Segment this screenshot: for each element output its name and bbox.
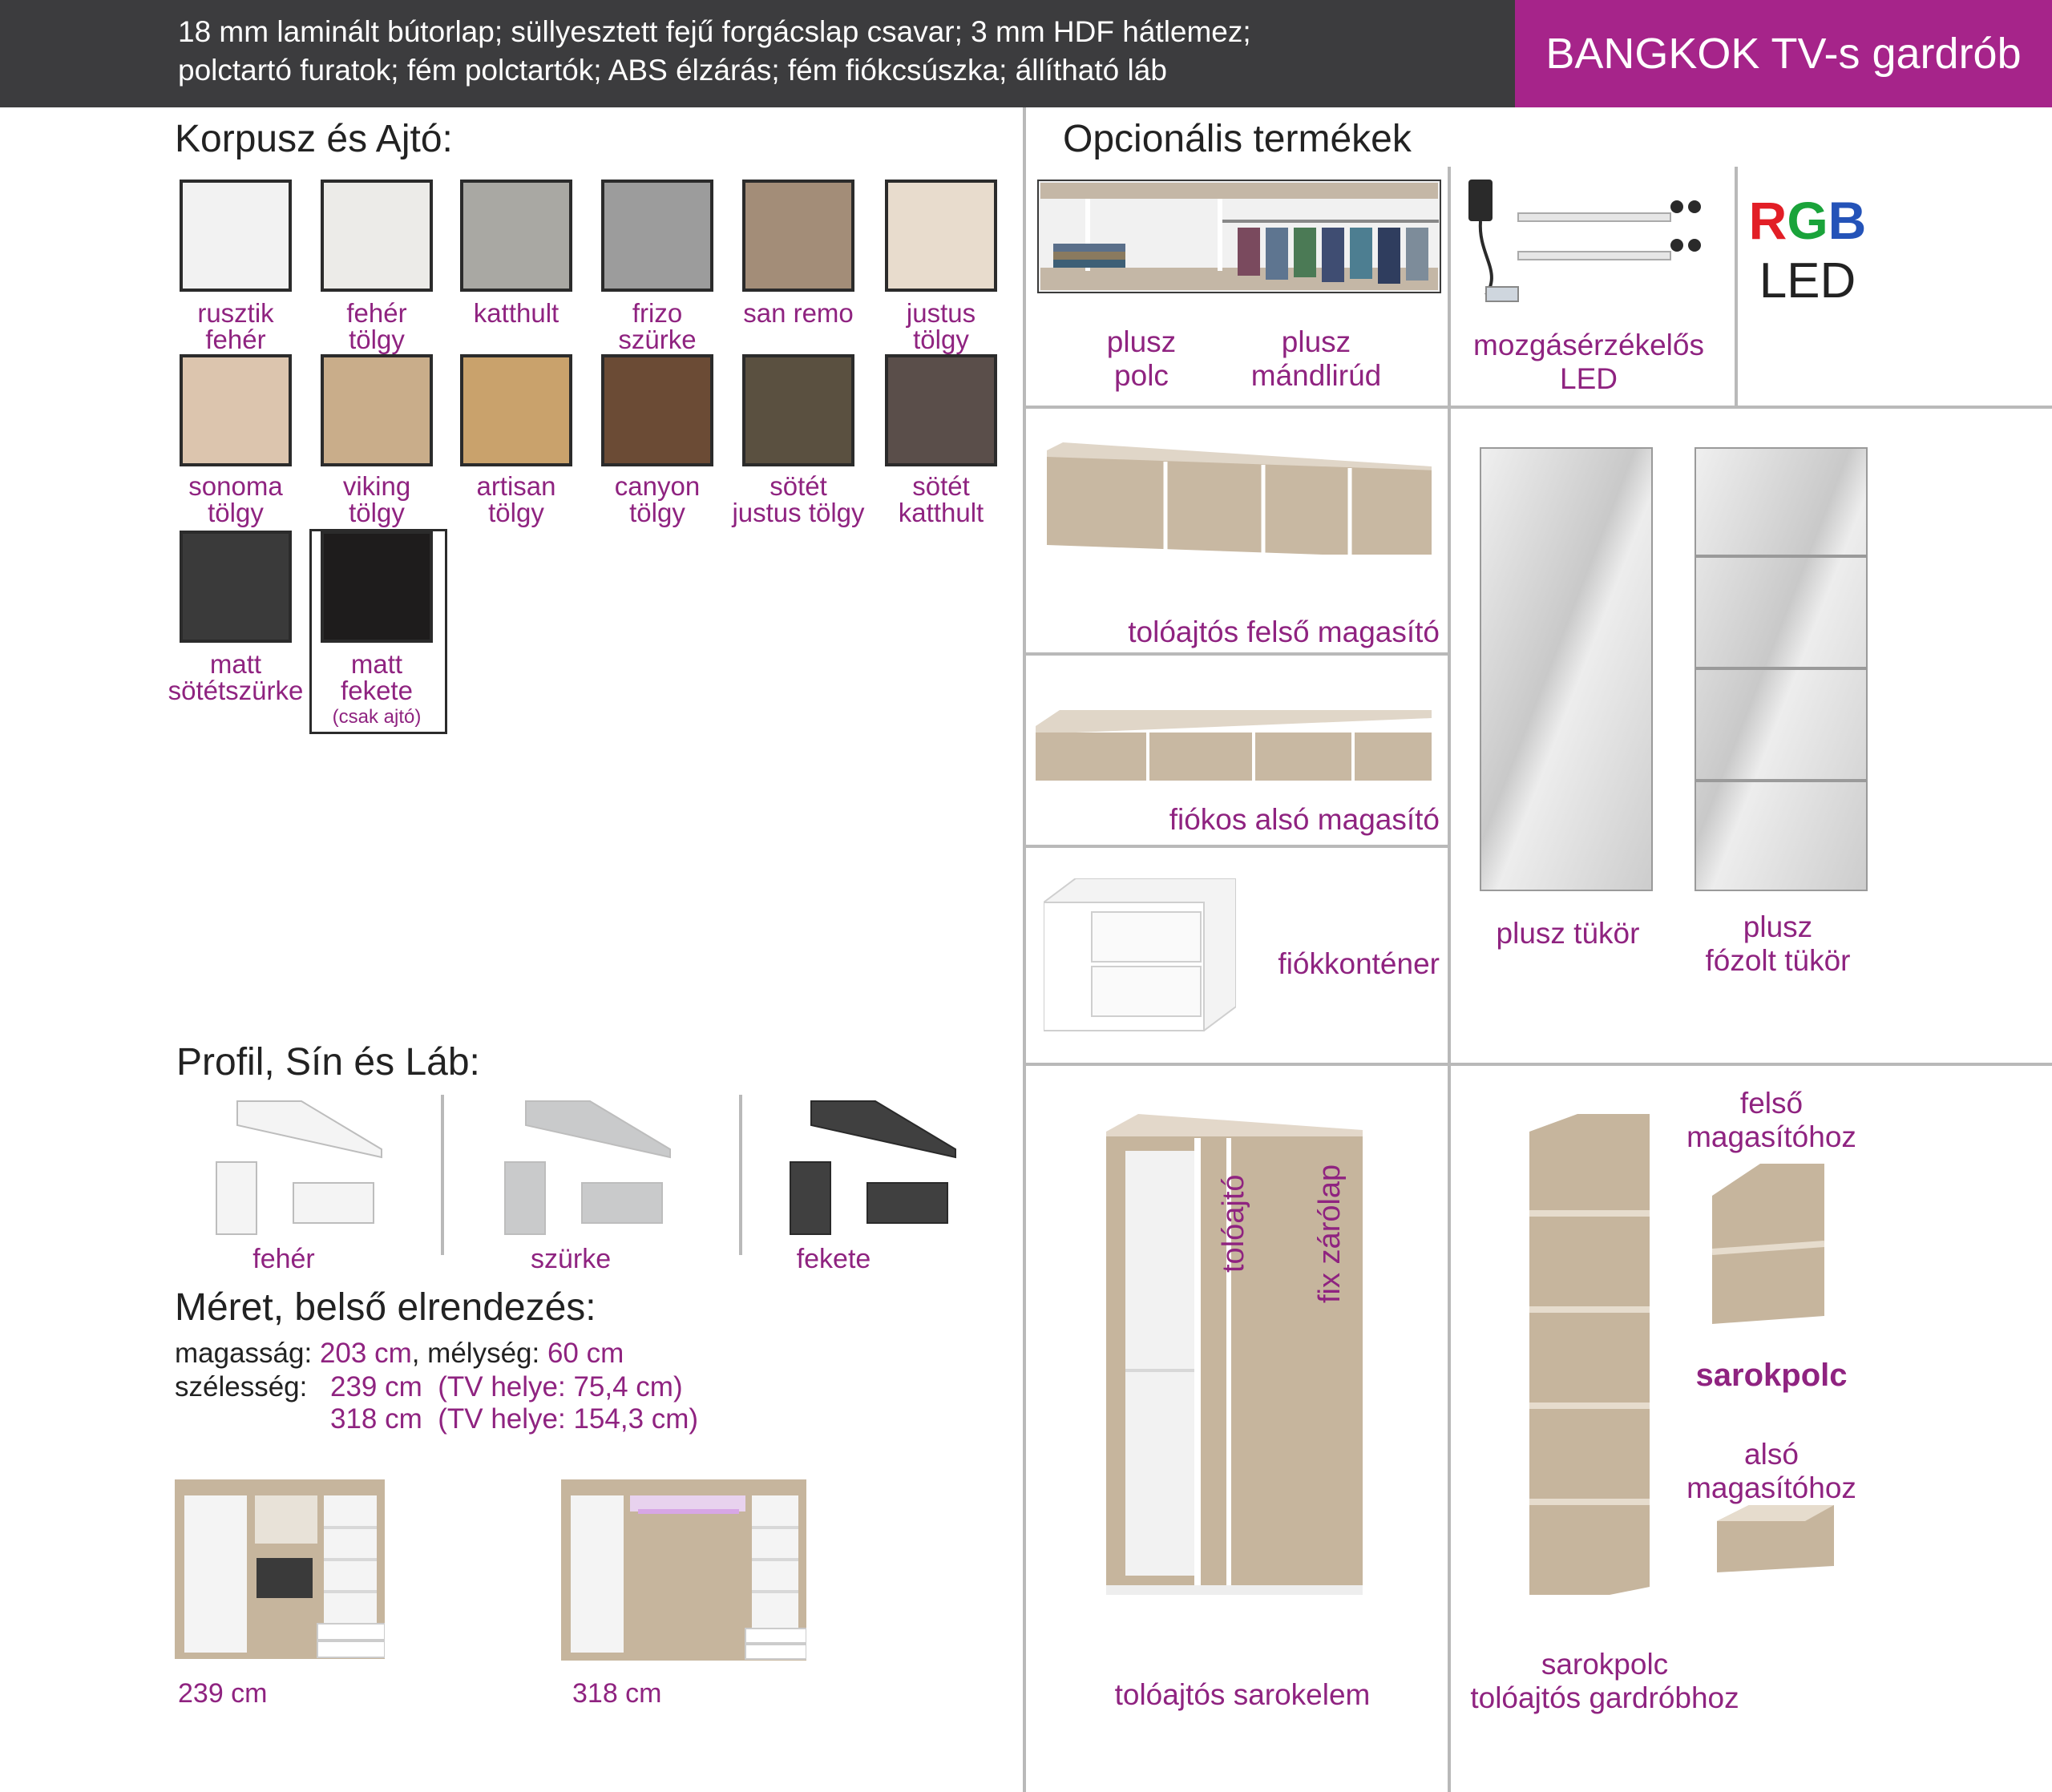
opt-hline-4 (1026, 1063, 2052, 1066)
corner-shelf-image (1529, 1114, 1650, 1595)
opt-hline-1 (1026, 406, 2052, 409)
color-swatch (742, 180, 854, 292)
swatch-label: sötét justus tölgy (732, 471, 865, 527)
korpusz-title: Korpusz és Ajtó: (175, 118, 453, 160)
also-magasito-label: fiókos alsó magasító (1169, 803, 1440, 836)
profile-label: szürke (531, 1244, 612, 1274)
top-extension-image (1047, 442, 1432, 555)
color-swatch (321, 354, 433, 466)
main-divider (1023, 107, 1026, 1792)
color-swatch (180, 180, 292, 292)
segmented-mirror-image (1695, 447, 1868, 891)
felso-magasito-label: tolóajtós felső magasító (1128, 615, 1440, 648)
dim-row-height: magasság: 203 cm, mélység: 60 cm (175, 1338, 624, 1369)
dim-row-width-1: szélesség: (175, 1371, 308, 1403)
swatch-label: frizo szürke (618, 298, 697, 354)
color-swatch (460, 354, 572, 466)
mozgas-led-label: mozgásérzékelős LED (1473, 329, 1704, 395)
felso-magasitohoz-label: felső magasítóhoz (1686, 1087, 1856, 1153)
bottom-extension-image (1036, 710, 1432, 782)
color-swatch (180, 354, 292, 466)
profile-label: fehér (252, 1244, 315, 1274)
swatch-label: katthult (473, 298, 559, 328)
opt-hline-2 (1026, 652, 1448, 656)
sarokpolc-gardrobhoz-label: sarokpolc tolóajtós gardróbhoz (1470, 1648, 1739, 1714)
swatch-label: matt sötétszürke (168, 649, 304, 705)
opt-divider-2 (1448, 1064, 1451, 1792)
door-only-frame (309, 529, 447, 734)
opt-divider-3 (1735, 167, 1738, 406)
swatch-label: sötét katthult (898, 471, 984, 527)
wardrobe-239-image (175, 1471, 385, 1664)
specs-line-1: 18 mm laminált bútorlap; süllyesztett fejű forgácslap csavar; 3 mm HDF hátlemez; (178, 15, 1251, 48)
profile-rail-foot-image (213, 1093, 398, 1237)
plusz-tukor-label: plusz tükör (1496, 917, 1640, 950)
profile-rail-foot-image (502, 1093, 686, 1237)
swatch-label: sonoma tölgy (188, 471, 283, 527)
swatch-label: canyon tölgy (614, 471, 701, 527)
profile-rail-foot-image (787, 1093, 971, 1237)
sarokpolc-label: sarokpolc (1695, 1358, 1848, 1393)
header-specs (178, 13, 1509, 90)
opt-divider-1 (1448, 167, 1451, 1064)
product-title: BANGKOK TV-s gardrób (1515, 0, 2052, 107)
shelf-interior-image (1037, 180, 1441, 293)
opt-hline-3 (1026, 845, 1448, 848)
color-swatch (601, 354, 713, 466)
corner-shelf-top-image (1712, 1164, 1824, 1324)
color-swatch (321, 180, 433, 292)
rgb-label: RGB (1748, 191, 1867, 250)
wardrobe-239-label: 239 cm (178, 1678, 268, 1709)
profil-divider-2 (739, 1095, 742, 1255)
opcionalis-title: Opcionális termékek (1063, 118, 1412, 160)
wardrobe-318-label: 318 cm (572, 1678, 662, 1709)
color-swatch (885, 354, 997, 466)
profil-title: Profil, Sín és Láb: (176, 1041, 480, 1084)
fiokkontener-label: fiókkonténer (1278, 947, 1440, 980)
mirror-image (1480, 447, 1653, 891)
profile-label: fekete (796, 1244, 871, 1274)
toloajto-label: tolóajtó (1217, 1174, 1250, 1273)
color-swatch (460, 180, 572, 292)
motion-sensor-led-image (1462, 175, 1719, 311)
color-swatch (601, 180, 713, 292)
wardrobe-318-image (561, 1471, 806, 1667)
swatch-label: fehér tölgy (346, 298, 407, 354)
swatch-label: san remo (743, 298, 854, 328)
swatch-label: rusztik fehér (197, 298, 274, 354)
swatch-label: artisan tölgy (476, 471, 556, 527)
dim-width-2: 318 cm (TV helye: 154,3 cm) (330, 1403, 699, 1435)
profil-divider-1 (441, 1095, 444, 1255)
fozolt-tukor-label: plusz fózolt tükör (1705, 910, 1851, 977)
also-magasitohoz-label: alsó magasítóhoz (1686, 1438, 1856, 1504)
drawer-container-image (1044, 878, 1236, 1039)
specs-line-2: polctartó furatok; fém polctartók; ABS élzárás; fém fiókcsúszka; állítható láb (178, 54, 1167, 87)
swatch-label: justus tölgy (906, 298, 976, 354)
fix-zarolap-label: fix zárólap (1313, 1164, 1347, 1303)
dim-width-1: 239 cm (TV helye: 75,4 cm) (330, 1371, 683, 1403)
corner-shelf-bottom-image (1717, 1505, 1834, 1572)
sarokelem-label: tolóajtós sarokelem (1114, 1678, 1371, 1711)
swatch-label: matt fekete (csak ajtó) (332, 649, 422, 728)
swatch-label: viking tölgy (342, 471, 411, 527)
meret-title: Méret, belső elrendezés: (175, 1286, 596, 1329)
color-swatch (885, 180, 997, 292)
color-swatch (180, 531, 292, 643)
plusz-polc-label: plusz polc (1106, 325, 1177, 392)
rgb-led-label: LED (1759, 253, 1856, 309)
plusz-mandlirud-label: plusz mándlirúd (1250, 325, 1382, 392)
color-swatch (742, 354, 854, 466)
